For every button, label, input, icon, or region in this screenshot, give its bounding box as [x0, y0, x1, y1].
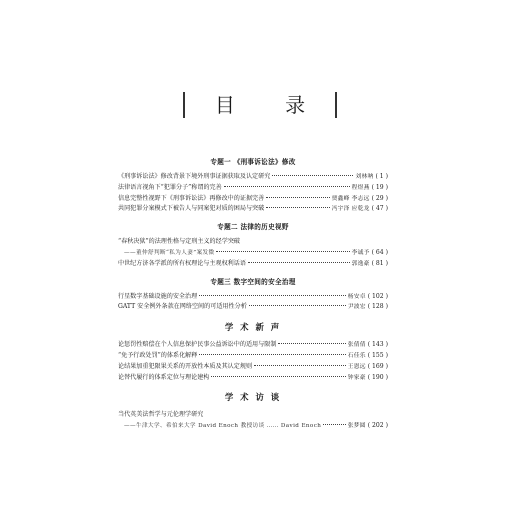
entry-title: 论结果加重犯限果关系的开放性本质及其认定规则 — [118, 362, 253, 370]
toc-entry — [118, 194, 388, 205]
entry-page: ( 47 ) — [371, 205, 388, 213]
entry-author: 贾鑫峰 李志远 — [331, 195, 370, 202]
toc-section — [118, 276, 388, 314]
entry-page: ( 143 ) — [367, 341, 388, 349]
section-heading: 专题三 数字空间的安全治理 — [210, 277, 296, 286]
leader-dots — [254, 365, 346, 366]
entry-title: 论惩罚性赔偿在个人信息保护民事公益诉讼中的适用与限制 — [118, 341, 277, 349]
entry-title: “免予行政处罚”的体系化解释 — [118, 351, 198, 359]
entry-author: 石佳乐 — [347, 352, 366, 359]
entry-page: ( 202 ) — [367, 422, 388, 430]
section-heading: 专题二 法律的历史视野 — [217, 223, 289, 232]
entry-subtitle: ——董仲舒判断“私为人妻”案发微 — [124, 249, 215, 256]
entry-page: ( 155 ) — [367, 351, 388, 359]
toc-entry — [118, 172, 388, 183]
entry-title: 法律语言视角下“犯罪分子”称谓的完善 — [118, 183, 222, 191]
toc-entry — [118, 362, 388, 373]
leader-dots — [266, 197, 329, 198]
toc-entry — [118, 351, 388, 362]
entry-author: 王恩远 — [347, 363, 366, 370]
entry-author: 冯宇泽 应乾龙 — [331, 206, 370, 213]
entry-page: ( 190 ) — [367, 373, 388, 381]
toc-entry — [118, 204, 388, 215]
toc-section — [118, 391, 388, 432]
entry-page: ( 29 ) — [371, 194, 388, 202]
leader-dots — [323, 424, 346, 425]
entry-title: 当代英美法哲学与元伦理学研究 — [118, 411, 204, 419]
entry-author: 张倩倩 — [347, 342, 366, 349]
entry-title: 中世纪方济各学派的所有权理论与主观权利话语 — [118, 259, 246, 267]
toc-entry — [118, 248, 388, 259]
entry-title: 《刑事诉讼法》修改背景下境外刑事证据获取及认定研究 — [118, 173, 271, 180]
leader-dots — [211, 376, 345, 377]
leader-dots — [216, 251, 349, 252]
entry-page: ( 169 ) — [367, 362, 388, 370]
section-heading: 学 术 新 声 — [224, 322, 282, 333]
entry-author: 程煜燕 — [351, 184, 370, 191]
toc-entry — [118, 259, 388, 270]
toc-section — [118, 321, 388, 383]
entry-title: 共同犯罪分案模式下被告人与同案犯对质的困局与突破 — [118, 205, 265, 213]
toc-entry — [118, 302, 388, 313]
leader-dots — [248, 262, 350, 263]
entry-title: 论替代履行的体系定位与理论建构 — [118, 373, 210, 381]
entry-page: ( 81 ) — [371, 259, 388, 267]
toc-entry — [118, 373, 388, 384]
entry-author: 杨安卓 — [347, 293, 366, 300]
entry-title: 信息完整性视野下《刑事诉讼法》再修改中的证据完善 — [118, 194, 265, 202]
entry-page: ( 1 ) — [375, 173, 388, 180]
leader-dots — [199, 295, 346, 296]
title-wrap — [0, 92, 520, 118]
leader-dots — [272, 175, 353, 176]
toc-section — [118, 221, 388, 269]
leader-dots — [224, 186, 350, 187]
toc-entry — [118, 421, 388, 432]
entry-subtitle: ——牛津大学、希伯来大学 David Enoch 教授访谈 …… David Enoch — [124, 423, 322, 430]
entry-page: ( 19 ) — [371, 183, 388, 191]
leader-dots — [249, 305, 346, 306]
entry-page: ( 102 ) — [367, 292, 388, 300]
entry-page: ( 64 ) — [371, 248, 388, 256]
entry-author: 刘林呐 — [355, 174, 374, 180]
toc-section — [118, 156, 388, 215]
table-of-contents — [118, 150, 388, 432]
entry-title: GATT 安全例外条款在网络空间的可适用性分析 — [118, 303, 247, 311]
entry-author: 李诚予 — [351, 249, 370, 256]
entry-author: 钟家豪 — [347, 374, 366, 381]
entry-page: ( 128 ) — [367, 303, 388, 311]
leader-dots — [266, 207, 329, 208]
toc-entry — [118, 292, 388, 303]
leader-dots — [199, 354, 345, 355]
entry-title: 行星数字基础设施的安全治理 — [118, 292, 198, 300]
section-heading: 专题一 《刑事诉讼法》修改 — [210, 158, 296, 166]
page-title: 目 录 — [183, 92, 337, 118]
entry-author: 尹波宏 — [347, 304, 366, 311]
entry-author: 郭逸豪 — [351, 260, 370, 267]
section-heading: 学 术 访 谈 — [224, 392, 282, 403]
entry-author: 张梦圆 — [347, 423, 366, 430]
entry-title: “春秋决狱”的法理性格与定刑主义的经学突破 — [118, 238, 241, 246]
toc-entry — [118, 340, 388, 351]
leader-dots — [278, 343, 345, 344]
toc-entry — [118, 183, 388, 194]
